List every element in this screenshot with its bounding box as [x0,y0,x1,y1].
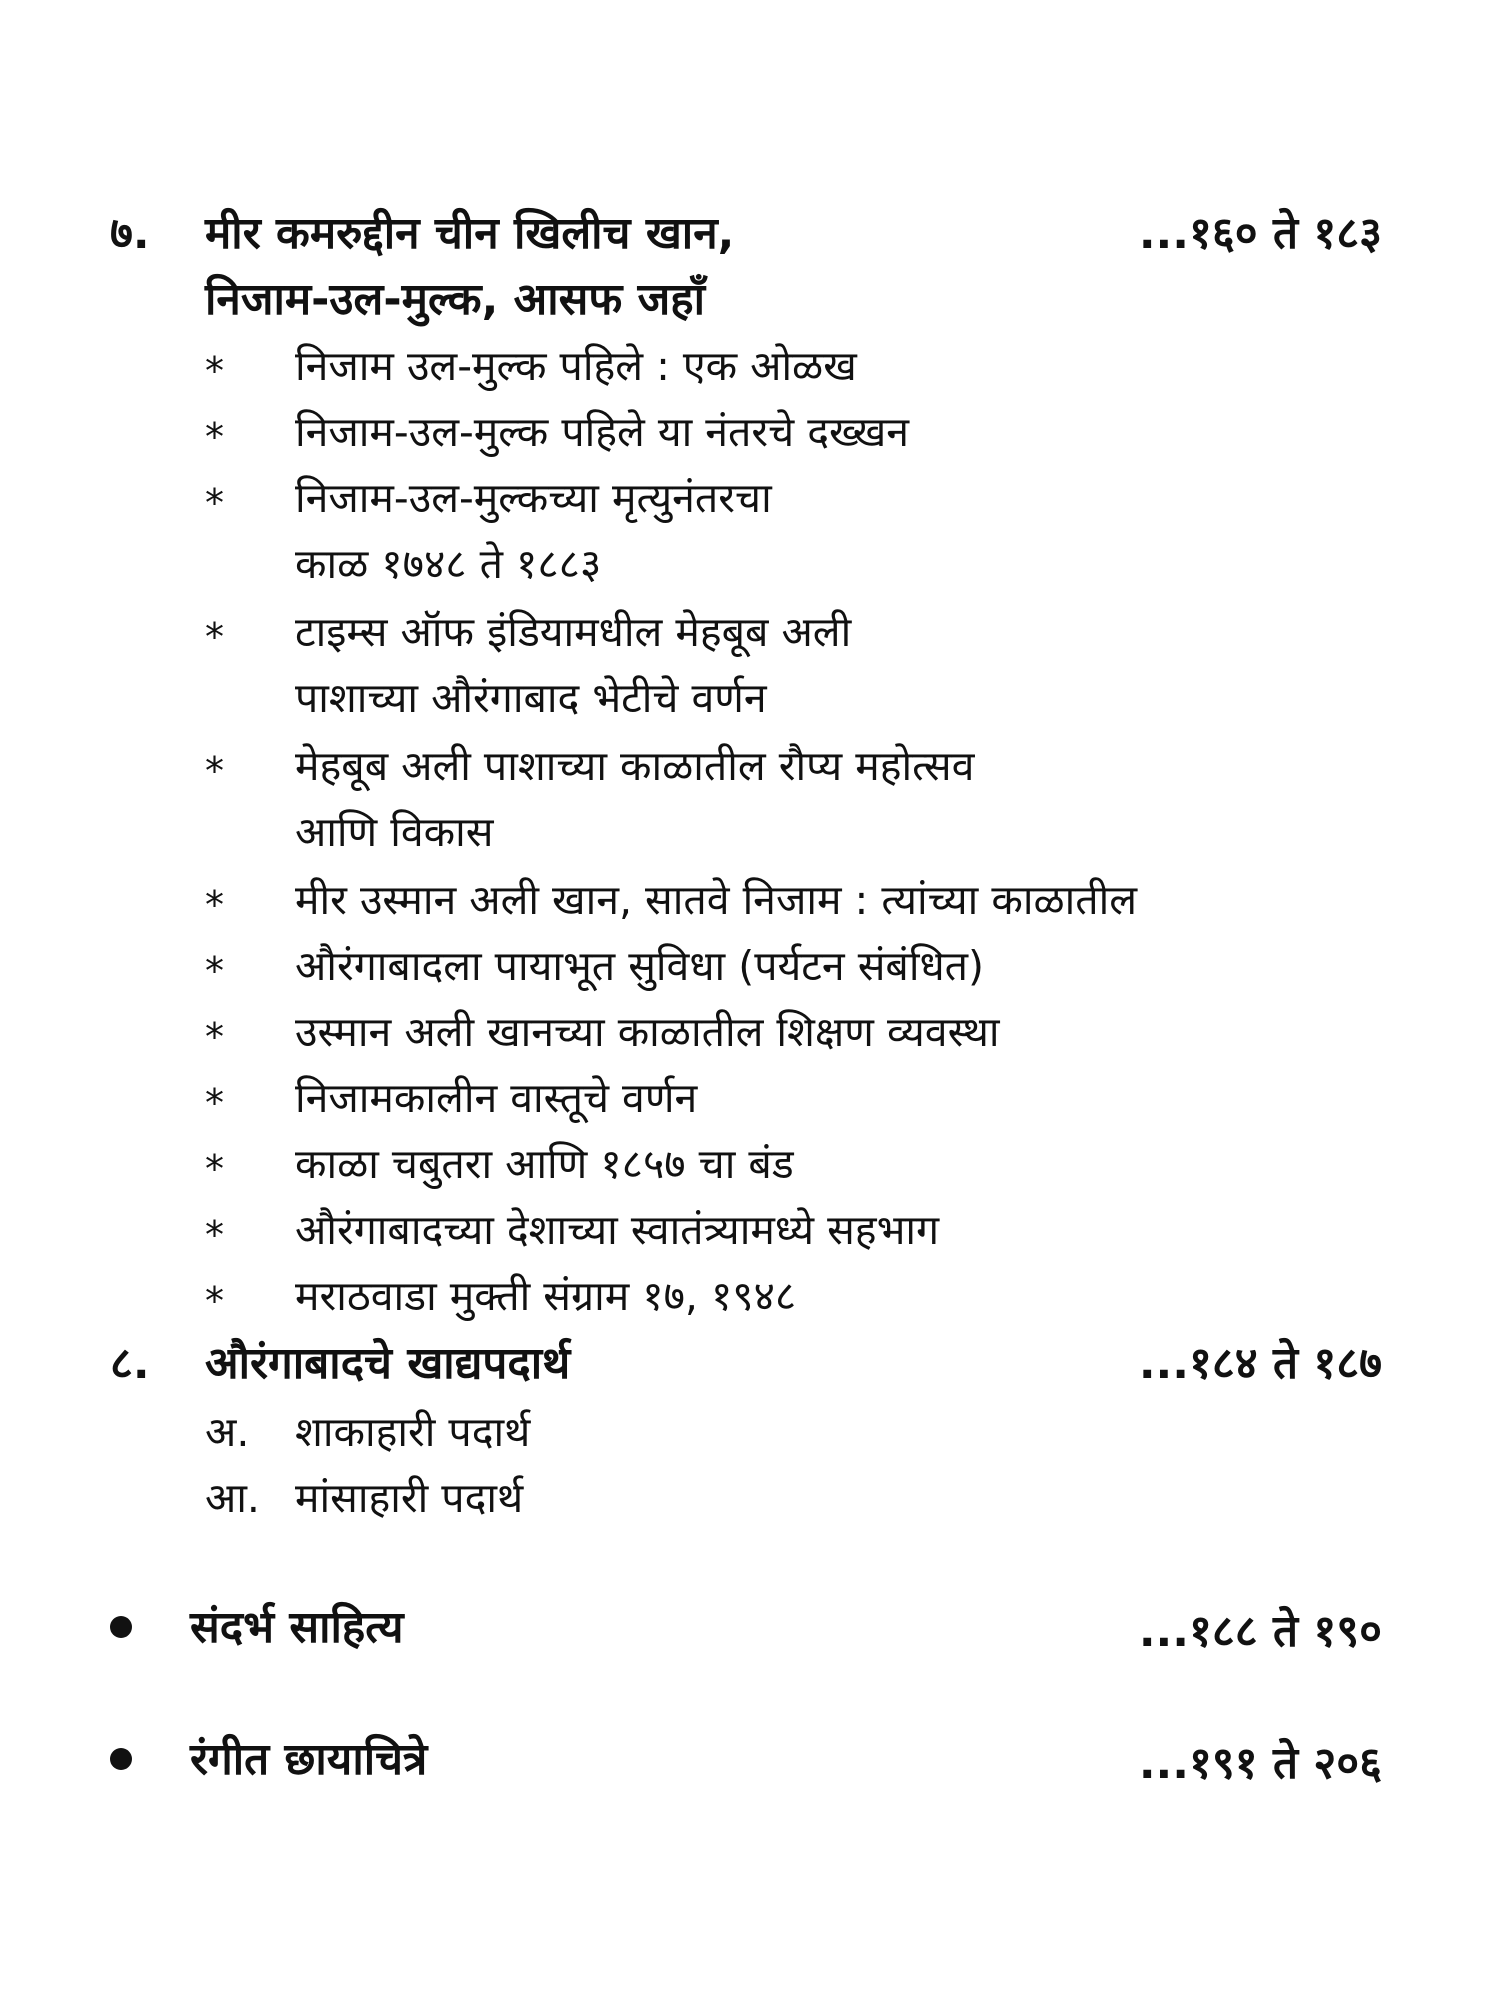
list-item-continuation: आणि विकास [295,808,494,856]
star-marker: * [205,1279,224,1323]
bullet-icon [110,1616,132,1638]
list-item: निजाम-उल-मुल्क पहिले या नंतरचे दख्खन [295,408,910,456]
star-marker: * [205,949,224,993]
chapter-7-title-line2: निजाम-उल-मुल्क, आसफ जहाँ [205,274,705,325]
chapter-8-title: औरंगाबादचे खाद्यपदार्थ [205,1338,571,1389]
star-marker: * [205,415,224,459]
star-marker: * [205,1213,224,1257]
list-item: मेहबूब अली पाशाच्या काळातील रौप्य महोत्सव [295,742,975,790]
list-item: निजाम उल-मुल्क पहिले : एक ओळख [295,342,857,390]
star-marker: * [205,749,224,793]
star-marker: * [205,349,224,393]
photos-title: रंगीत छायाचित्रे [190,1734,428,1785]
photos-pages: ...१९१ ते २०६ [1138,1738,1382,1789]
list-item: निजाम-उल-मुल्कच्या मृत्युनंतरचा [295,474,772,522]
star-marker: * [205,481,224,525]
list-item: उस्मान अली खानच्या काळातील शिक्षण व्यवस्था [295,1008,1000,1056]
chapter-7-number: ७. [110,208,150,259]
bullet-icon [110,1748,132,1770]
sub-item: शाकाहारी पदार्थ [295,1408,531,1456]
list-item: औरंगाबादच्या देशाच्या स्वातंत्र्यामध्ये सहभाग [295,1206,940,1254]
references-pages: ...१८८ ते १९० [1138,1606,1382,1657]
chapter-8-pages: ...१८४ ते १८७ [1138,1338,1382,1389]
star-marker: * [205,1081,224,1125]
list-item: काळा चबुतरा आणि १८५७ चा बंड [295,1140,794,1188]
star-marker: * [205,1147,224,1191]
list-item: औरंगाबादला पायाभूत सुविधा (पर्यटन संबंधित) [295,942,985,990]
list-item-continuation: काळ १७४८ ते १८८३ [295,540,602,588]
star-marker: * [205,883,224,927]
chapter-8-number: ८. [110,1338,150,1389]
list-item: मराठवाडा मुक्ती संग्राम १७, १९४८ [295,1272,797,1320]
list-item: निजामकालीन वास्तूचे वर्णन [295,1074,698,1122]
sub-item: मांसाहारी पदार्थ [295,1474,524,1522]
chapter-7-title-line1: मीर कमरुद्दीन चीन खिलीच खान, [205,208,735,259]
list-item-continuation: पाशाच्या औरंगाबाद भेटीचे वर्णन [295,674,767,722]
sub-item-marker: अ. [205,1408,250,1456]
references-title: संदर्भ साहित्य [190,1602,404,1653]
star-marker: * [205,615,224,659]
list-item: मीर उस्मान अली खान, सातवे निजाम : त्यांच्या काळातील [295,876,1138,924]
chapter-7-pages: ...१६० ते १८३ [1138,208,1382,259]
list-item: टाइम्स ऑफ इंडियामधील मेहबूब अली [295,608,852,656]
star-marker: * [205,1015,224,1059]
sub-item-marker: आ. [205,1474,260,1522]
